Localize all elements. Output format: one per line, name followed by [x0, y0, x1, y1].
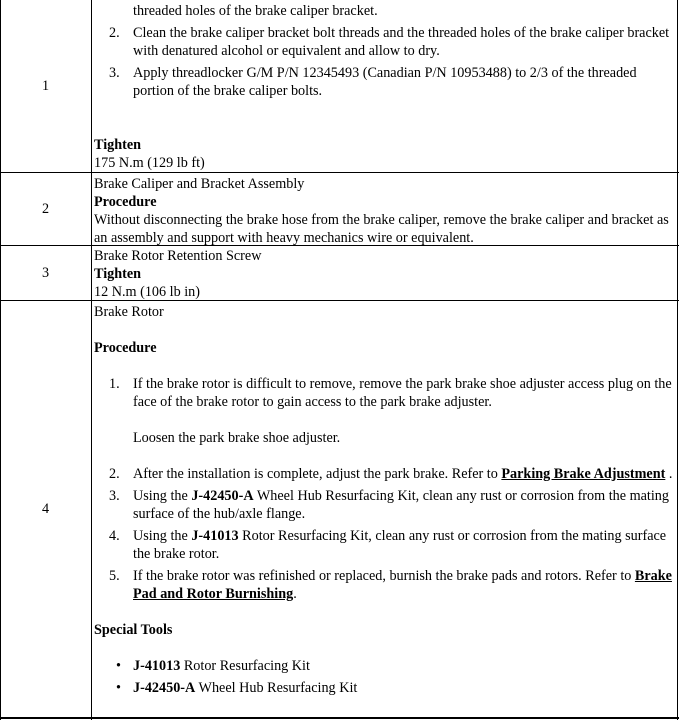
list-item: • J-41013 Rotor Resurfacing Kit [116, 658, 310, 674]
sub-instruction: Loosen the park brake shoe adjuster. [133, 430, 341, 446]
tool-id: J-42450-A [133, 680, 196, 696]
step-number: 2 [41, 201, 50, 217]
bullet-icon: • [116, 658, 121, 674]
component-title: Brake Rotor Retention Screw [94, 248, 262, 264]
step-content [94, 247, 673, 301]
parking-brake-adjustment-link[interactable]: Parking Brake Adjustment [501, 466, 666, 482]
instruction-list [94, 375, 673, 603]
tighten-label: Tighten [94, 266, 142, 282]
bullet-icon: • [116, 680, 121, 696]
table-row-2 [0, 173, 679, 245]
table-row-4 [0, 301, 679, 717]
step-content [94, 175, 673, 247]
brake-pad-rotor-burnishing-link[interactable]: Brake Pad and Rotor Burnishing [133, 568, 672, 602]
torque-value: 175 N.m (129 lb ft) [94, 155, 205, 171]
list-item: 5. If the brake rotor was refinished or replaced, burnish the brake pads and rotors. Refer to Brake Pad and Rotor Burnishing. [109, 568, 672, 602]
procedure-label: Procedure [94, 194, 157, 210]
list-item: 3. Apply threadlocker G/M P/N 12345493 (Canadian P/N 10953488) to 2/3 of the threaded portion of the brake caliper bolts. [109, 65, 637, 99]
tool-id: J-42450-A [191, 488, 254, 504]
list-item: 2. After the installation is complete, adjust the park brake. Refer to Parking Brake Adjustment . [109, 466, 673, 482]
step-number: 4 [41, 501, 50, 517]
special-tools-list [94, 657, 673, 697]
tool-id: J-41013 [191, 528, 239, 544]
list-item: 3. Using the J-42450-A Wheel Hub Resurfacing Kit, clean any rust or corrosion from the mating surface of the hub/axle flange. [109, 488, 669, 522]
list-item: • J-42450-A Wheel Hub Resurfacing Kit [116, 680, 358, 696]
list-item: 1. If the brake rotor is difficult to remove, remove the park brake shoe adjuster access plug on the face of the brake rotor to gain access to the park brake adjuster. Loosen the park brake shoe adjuster. [109, 376, 672, 446]
list-item: 2. Clean the brake caliper bracket bolt threads and the threaded holes of the brake caliper bracket with denatured alcohol or equivalent and allow to dry. [109, 25, 670, 59]
procedure-label: Procedure [94, 340, 157, 356]
table-row-1 [0, 0, 679, 172]
table-bottom-border [0, 717, 679, 719]
procedure-text: Without disconnecting the brake hose from the brake caliper, remove the brake caliper and bracket as an assembly and support with heavy mechanics wire or equivalent. [94, 212, 669, 246]
instruction-list [94, 2, 673, 100]
tighten-label: Tighten [94, 137, 142, 153]
table-row-3 [0, 246, 679, 300]
step-number: 1 [41, 78, 50, 94]
component-title: Brake Caliper and Bracket Assembly [94, 176, 305, 192]
list-item: 4. Using the J-41013 Rotor Resurfacing Kit, clean any rust or corrosion from the mating surface the brake rotor. [109, 528, 667, 562]
torque-value: 12 N.m (106 lb in) [94, 284, 201, 300]
step-number: 3 [41, 265, 50, 281]
list-item: threaded holes of the brake caliper bracket. [133, 3, 378, 19]
step-content [94, 0, 673, 171]
step-content [94, 303, 673, 697]
special-tools-label: Special Tools [94, 622, 173, 638]
tool-id: J-41013 [133, 658, 181, 674]
component-title: Brake Rotor [94, 304, 164, 320]
